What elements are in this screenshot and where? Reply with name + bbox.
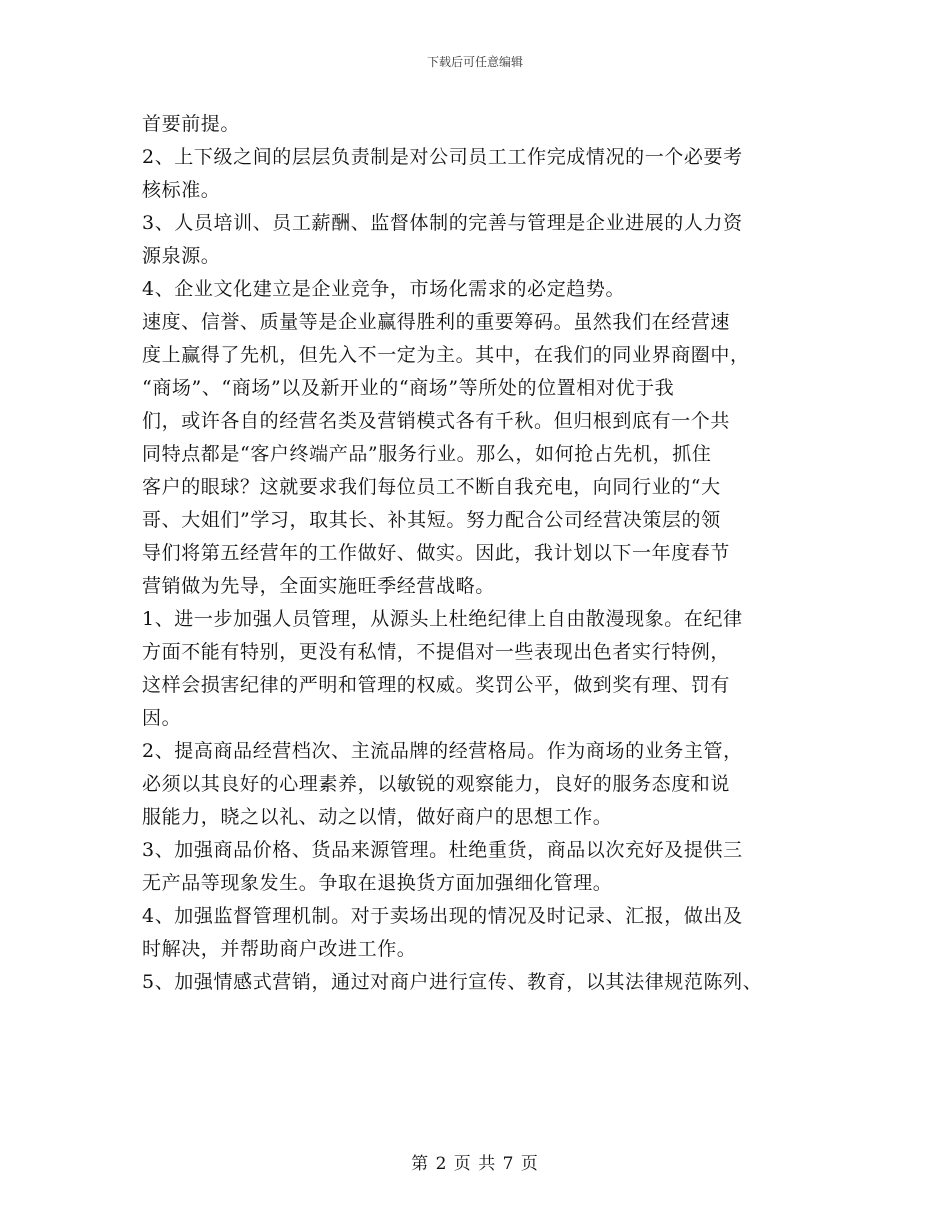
text-line: 时解决，并帮助商户改进工作。 <box>142 938 417 960</box>
text-line: 5、加强情感式营销，通过对商户进行宣传、教育，以其法律规范陈列、 <box>142 971 763 993</box>
text-line: 导们将第五经营年的工作做好、做实。因此，我计划以下一年度春节 <box>142 542 731 564</box>
text-line: 客户的眼球？这就要求我们每位员工不断自我充电，向同行业的“大 <box>142 476 721 498</box>
text-line: 营销做为先导，全面实施旺季经营战略。 <box>142 575 495 597</box>
text-line: 4、加强监督管理机制。对于卖场出现的情况及时记录、汇报，做出及 <box>142 905 743 927</box>
text-line: 度上赢得了先机，但先入不一定为主。其中，在我们的同业界商圈中， <box>142 344 750 366</box>
page-header: 下载后可任意编辑 <box>426 55 523 69</box>
text-line: 方面不能有特别，更没有私情，不提倡对一些表现出色者实行特例， <box>142 641 731 663</box>
text-line: 因。 <box>142 707 182 729</box>
text-line: 这样会损害纪律的严明和管理的权威。奖罚公平，做到奖有理、罚有 <box>142 674 731 696</box>
text-line: 核标准。 <box>142 179 221 201</box>
text-line: 3、人员培训、员工薪酬、监督体制的完善与管理是企业进展的人力资 <box>142 212 743 234</box>
document-body <box>142 110 822 997</box>
text-line: 哥、大姐们”学习，取其长、补其短。努力配合公司经营决策层的领 <box>142 509 721 531</box>
text-line: 源泉源。 <box>142 245 221 267</box>
text-line: 2、上下级之间的层层负责制是对公司员工工作完成情况的一个必要考 <box>142 146 743 168</box>
text-line: 3、加强商品价格、货品来源管理。杜绝重货，商品以次充好及提供三 <box>142 839 743 861</box>
page-number: 第 2 页 共 7 页 <box>411 1154 539 1174</box>
text-line: 无产品等现象发生。争取在退换货方面加强细化管理。 <box>142 872 613 894</box>
text-line: 服能力，晓之以礼、动之以情，做好商户的思想工作。 <box>142 806 613 828</box>
text-line: 必须以其良好的心理素养，以敏锐的观察能力，良好的服务态度和说 <box>142 773 731 795</box>
text-line: 4、企业文化建立是企业竞争，市场化需求的必定趋势。 <box>142 278 626 300</box>
text-line: “商场”、“商场”以及新开业的“商场”等所处的位置相对优于我 <box>142 377 675 399</box>
text-line: 首要前提。 <box>142 113 241 135</box>
text-line: 1、进一步加强人员管理，从源头上杜绝纪律上自由散漫现象。在纪律 <box>142 608 743 630</box>
text-line: 们，或许各自的经营名类及营销模式各有千秋。但归根到底有一个共 <box>142 410 731 432</box>
text-line: 速度、信誉、质量等是企业赢得胜利的重要筹码。虽然我们在经营速 <box>142 311 731 333</box>
text-line: 同特点都是“客户终端产品”服务行业。那么，如何抢占先机，抓住 <box>142 443 712 465</box>
text-line: 2、提高商品经营档次、主流品牌的经营格局。作为商场的业务主管， <box>142 740 743 762</box>
